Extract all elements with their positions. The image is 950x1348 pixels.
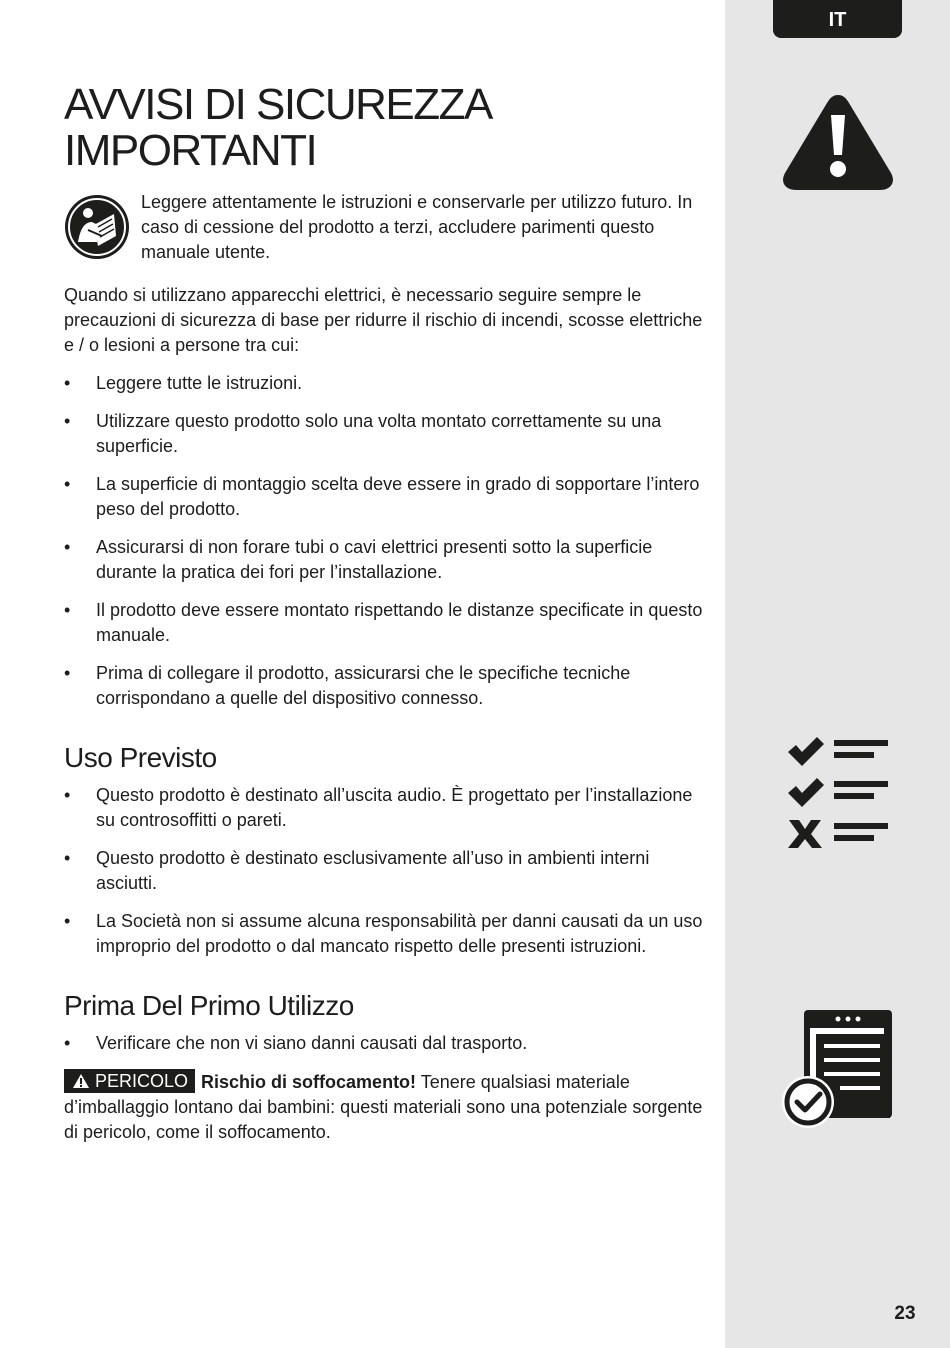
warning-small-icon — [72, 1073, 90, 1089]
intended-use-heading: Uso Previsto — [64, 742, 217, 773]
list-item: • Assicurarsi di non forare tubi o cavi elettrici presenti sotto la superficie durante la pratica dei fori per l’installazione. — [64, 535, 714, 585]
danger-text: Tenere qualsiasi materiale d’imballaggio lontano dai bambini: questi materiali sono una potenziale sorgente di pericolo, come il soffocamento. — [64, 1072, 703, 1142]
list-item: • Il prodotto deve essere montato rispettando le distanze specificate in questo manuale. — [64, 598, 714, 648]
list-item: • La Società non si assume alcuna responsabilità per danni causati da un uso improprio del prodotto o dal mancato rispetto delle presenti istruzioni. — [64, 909, 714, 959]
page-number: 23 — [894, 1303, 916, 1324]
intended-use-list — [64, 783, 714, 959]
list-item: • Questo prodotto è destinato esclusivamente all’uso in ambienti interni asciutti. — [64, 846, 714, 896]
list-item: • Leggere tutte le istruzioni. — [64, 371, 714, 396]
danger-badge — [64, 1069, 195, 1093]
intro-block — [64, 190, 714, 265]
danger-label: PERICOLO — [95, 1071, 189, 1091]
list-item: • La superficie di montaggio scelta deve essere in grado di sopportare l’intero peso del prodotto. — [64, 472, 714, 522]
read-manual-icon — [64, 194, 130, 260]
list-item: • Prima di collegare il prodotto, assicurarsi che le specifiche tecniche corrispondano a quelle del dispositivo connesso. — [64, 661, 714, 711]
danger-paragraph — [64, 1069, 714, 1145]
danger-title: Rischio di soffocamento! — [201, 1072, 417, 1092]
document-check-icon — [780, 1008, 896, 1130]
list-item: • Verificare che non vi siano danni causati dal trasporto. — [64, 1031, 714, 1056]
before-first-use-heading: Prima Del Primo Utilizzo — [64, 990, 354, 1021]
list-item: • Questo prodotto è destinato all’uscita audio. È progettato per l’installazione su controsoffitti o pareti. — [64, 783, 714, 833]
list-item: • Utilizzare questo prodotto solo una volta montato correttamente su una superficie. — [64, 409, 714, 459]
sidebar — [725, 0, 950, 1348]
warning-triangle-icon — [779, 89, 897, 195]
page-title: AVVISI DI SICUREZZA IMPORTANTI — [64, 80, 490, 175]
checklist-icon — [786, 735, 890, 851]
language-tab: IT — [773, 0, 902, 38]
safety-paragraph: Quando si utilizzano apparecchi elettrici, è necessario seguire sempre le precauzioni di sicurezza di base per ridurre il rischio di incendi, scosse elettriche e / o lesioni a persone tra cui: — [64, 285, 703, 355]
main-content — [64, 82, 714, 1145]
safety-list — [64, 371, 714, 711]
intro-text: Leggere attentamente le istruzioni e conservarle per utilizzo futuro. In caso di cessione del prodotto a terzi, accludere parimenti questo manuale utente. — [141, 192, 693, 262]
before-first-use-list — [64, 1031, 714, 1056]
